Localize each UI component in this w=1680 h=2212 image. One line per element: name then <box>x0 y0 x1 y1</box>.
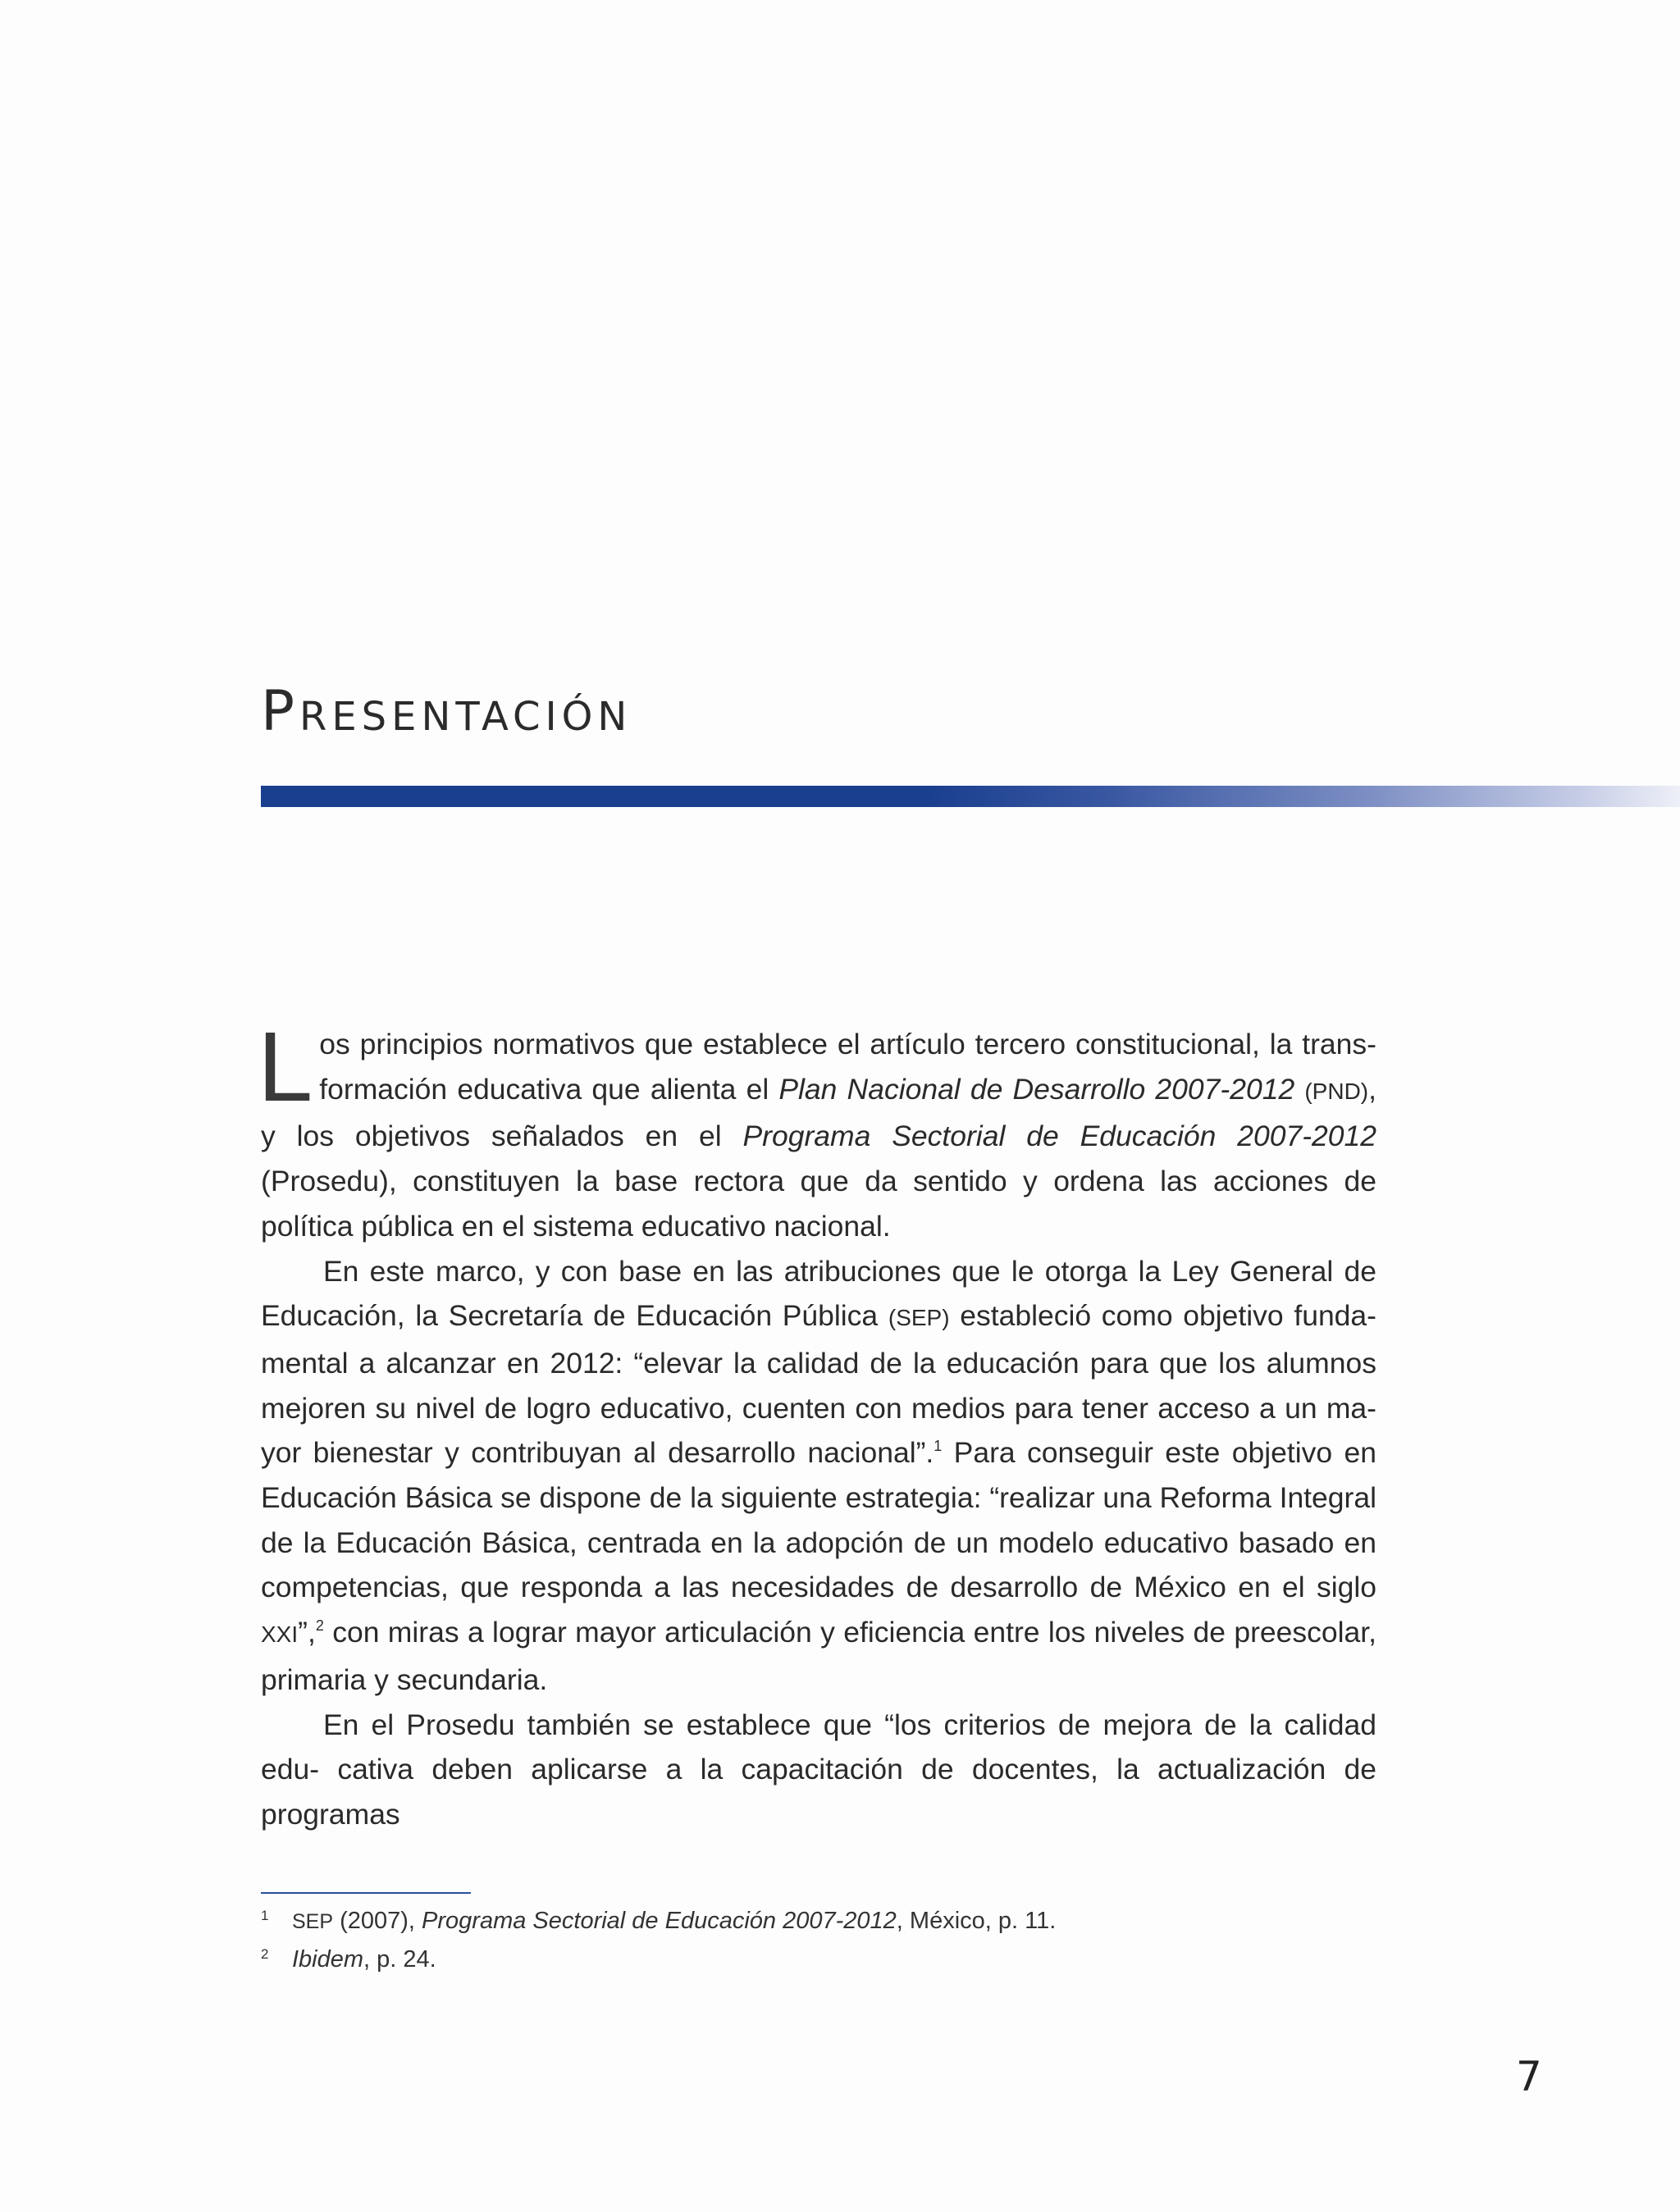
body-text <box>258 1010 1376 1837</box>
footnotes <box>261 1900 1056 1976</box>
paragraph-1 <box>258 1010 1376 1249</box>
footnote-1 <box>261 1900 1056 1938</box>
paragraph-1-text-b: , y los objetivos señalados en el <box>261 1072 1376 1153</box>
paragraph-2-text-b: estableció como objetivo funda- mental a alcanzar en 2012: “elevar la calidad de la educación para que los alumnos mejoren su nivel de logro educativo, cuenten con medios para tener acceso a un ma- yor bienestar y contribuyan al desarrollo nacional”. <box>261 1299 1376 1470</box>
paragraph-1-text-c: (Prosedu), constituyen la base rectora que da sentido y ordena las acciones de política pública en el sistema educativo nacional. <box>261 1165 1376 1243</box>
footnote-2 <box>261 1938 1056 1976</box>
paragraph-2-text-a: En este marco, y con base en las atribuciones que le otorga la Ley General de Educación, la Secretaría de Educación Pública <box>261 1254 1376 1333</box>
footnote-number: 2 <box>261 1946 269 1962</box>
pnd-abbr: (PND) <box>1304 1078 1369 1104</box>
programa-sectorial-title: Programa Sectorial de Educación 2007-2012 <box>742 1120 1376 1153</box>
footnote-text: (2007), <box>333 1908 422 1934</box>
paragraph-2 <box>261 1249 1376 1703</box>
sep-abbr: (SEP) <box>888 1305 950 1331</box>
footnote-italic: Programa Sectorial de Educación 2007-2012 <box>422 1908 897 1934</box>
paragraph-2-text-e: con miras a lograr mayor articulación y eficiencia entre los niveles de preescolar, primaria y secundaria. <box>261 1616 1376 1696</box>
footnote-rule <box>261 1892 471 1894</box>
paragraph-2-text-d: ”, <box>298 1616 316 1649</box>
paragraph-3: En el Prosedu también se establece que “los criterios de mejora de la calidad edu- cativa deben aplicarse a la capacitación de docentes, la actualización de programas <box>261 1708 1376 1831</box>
footnote-text-end: , México, p. 11. <box>896 1908 1057 1934</box>
footnote-italic: Ibidem <box>292 1946 364 1973</box>
page-title: Presentación <box>261 679 632 744</box>
paragraph-2-text-c: Para conseguir este objetivo en Educación Básica se dispone de la siguiente estrategia: “realizar una Reforma Integral de la Educación Básica, centrada en la adopción de un modelo educativo basado en competencias, que responda a las necesidades de desarrollo de México en el siglo <box>261 1436 1376 1604</box>
paragraph-1-text-a: os principios normativos que establece el artículo tercero constitucional, la trans- formación educativa que alienta el <box>319 1028 1376 1106</box>
plan-nacional-title: Plan Nacional de Desarrollo 2007-2012 <box>778 1072 1295 1106</box>
footnote-text-end: , p. 24. <box>363 1946 436 1973</box>
footnote-abbr: SEP <box>292 1910 334 1933</box>
footnote-number: 1 <box>261 1908 269 1923</box>
drop-cap: L <box>258 1010 313 1122</box>
footnote-ref-1[interactable]: 1 <box>934 1438 943 1455</box>
page-number: 7 <box>1516 2053 1542 2100</box>
title-rule <box>261 786 1680 807</box>
footnote-ref-2[interactable]: 2 <box>315 1617 324 1635</box>
xxi-abbr: XXI <box>261 1621 299 1648</box>
